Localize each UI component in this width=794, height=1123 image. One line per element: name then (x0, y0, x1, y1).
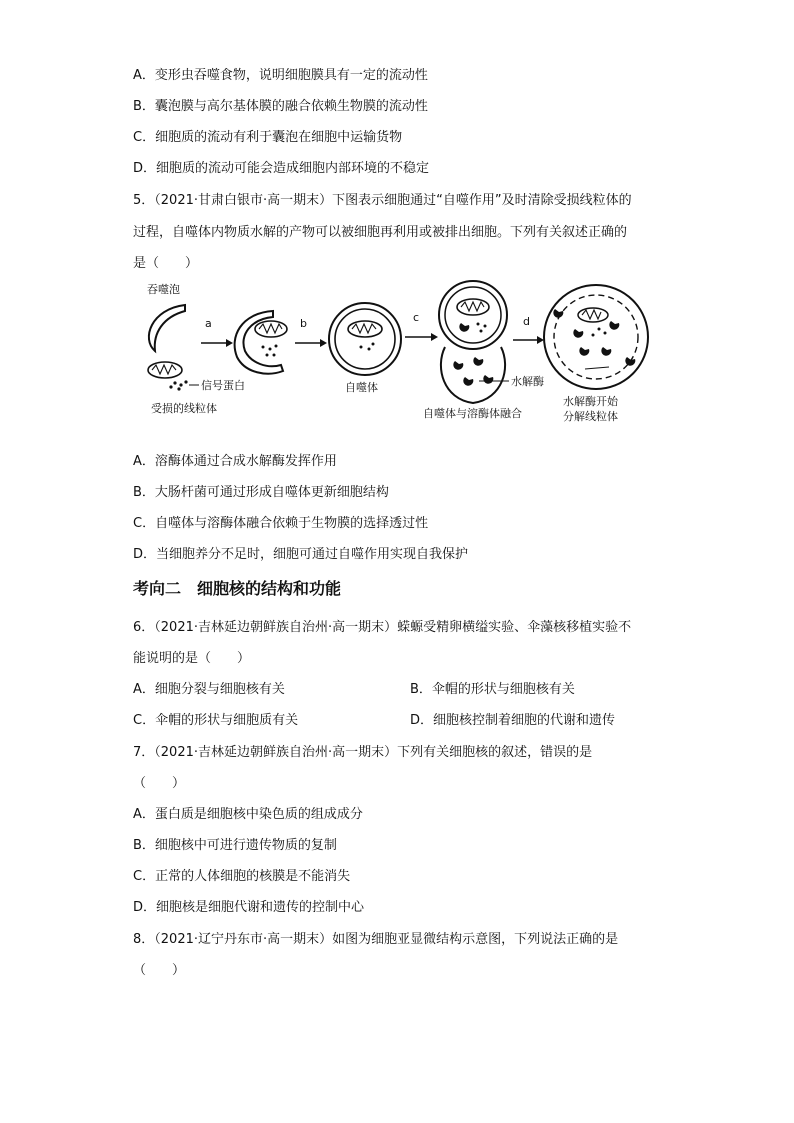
autophagosome (329, 303, 401, 375)
label-phagosome: 吞噬泡 (147, 283, 180, 296)
fusion-autophagosome-lysosome (439, 281, 507, 403)
label-hydrolase: 水解酶 (511, 375, 544, 388)
q5-stem-line-3: 是（ ） (133, 256, 199, 271)
q7-stem-line-2: （ ） (133, 776, 186, 791)
autophagy-diagram (133, 277, 653, 427)
step-b-label: b (300, 317, 307, 330)
label-damaged-mitochondrion: 受损的线粒体 (151, 402, 217, 415)
label-hydrolase-start-line1: 水解酶开始 (563, 395, 618, 408)
q6-option-a: A．细胞分裂与细胞核有关 (133, 682, 285, 697)
q5-option-a: A．溶酶体通过合成水解酶发挥作用 (133, 454, 337, 469)
step-c-label: c (413, 311, 420, 324)
arrow-b-icon (320, 339, 327, 347)
q4-option-a: A．变形虫吞噬食物，说明细胞膜具有一定的流动性 (133, 68, 428, 83)
q4-option-b: B．囊泡膜与高尔基体膜的融合依赖生物膜的流动性 (133, 99, 428, 114)
signal-protein-dots (169, 380, 187, 390)
q8-stem-line-1: 8．（2021·辽宁丹东市·高一期末）如图为细胞亚显微结构示意图，下列说法正确的是 (133, 932, 619, 947)
q5-option-c: C．自噬体与溶酶体融合依赖于生物膜的选择透过性 (133, 516, 429, 531)
section-heading: 考向二 细胞核的结构和功能 (133, 579, 342, 598)
label-autophagosome: 自噬体 (345, 381, 378, 394)
q6-stem-line-1: 6．（2021·吉林延边朝鲜族自治州·高一期末）蝾螈受精卵横缢实验、伞藻核移植实验不 (133, 620, 632, 635)
damaged-mitochondrion (148, 362, 182, 378)
q7-option-d: D．细胞核是细胞代谢和遗传的控制中心 (133, 900, 365, 915)
digesting-autolysosome (544, 285, 648, 389)
q5-stem-line-2: 过程，自噬体内物质水解的产物可以被细胞再利用或被排出细胞。下列有关叙述正确的 (133, 225, 628, 240)
q6-stem-line-2: 能说明的是（ ） (133, 651, 251, 666)
q6-option-c: C．伞帽的形状与细胞质有关 (133, 713, 299, 728)
arrow-c-icon (431, 333, 438, 341)
arrow-a-icon (226, 339, 233, 347)
q7-option-c: C．正常的人体细胞的核膜是不能消失 (133, 869, 351, 884)
q7-option-b: B．细胞核中可进行遗传物质的复制 (133, 838, 337, 853)
q6-option-d: D．细胞核控制着细胞的代谢和遗传 (410, 713, 616, 728)
q5-stem-line-1: 5．（2021·甘肃白银市·高一期末）下图表示细胞通过“自噬作用”及时清除受损线粒体的 (133, 193, 632, 208)
q5-option-d: D．当细胞养分不足时，细胞可通过自噬作用实现自我保护 (133, 547, 469, 562)
phagosome-crescent (149, 305, 185, 351)
q4-option-d: D．细胞质的流动可能会造成细胞内部环境的不稳定 (133, 161, 430, 176)
label-fusion: 自噬体与溶酶体融合 (423, 407, 522, 420)
q4-option-c: C．细胞质的流动有利于囊泡在细胞中运输货物 (133, 130, 403, 145)
arrow-d-icon (537, 336, 544, 344)
q7-stem-line-1: 7．（2021·吉林延边朝鲜族自治州·高一期末）下列有关细胞核的叙述，错误的是 (133, 745, 593, 760)
q8-stem-line-2: （ ） (133, 963, 186, 978)
q7-option-a: A．蛋白质是细胞核中染色质的组成成分 (133, 807, 363, 822)
step-d-label: d (523, 315, 530, 328)
q5-option-b: B．大肠杆菌可通过形成自噬体更新细胞结构 (133, 485, 389, 500)
label-hydrolase-start-line2: 分解线粒体 (563, 410, 618, 423)
step-a-label: a (205, 317, 212, 330)
q6-option-b: B．伞帽的形状与细胞核有关 (410, 682, 575, 697)
label-signal-protein: 信号蛋白 (201, 379, 245, 392)
engulfing-mitochondrion (235, 311, 287, 374)
